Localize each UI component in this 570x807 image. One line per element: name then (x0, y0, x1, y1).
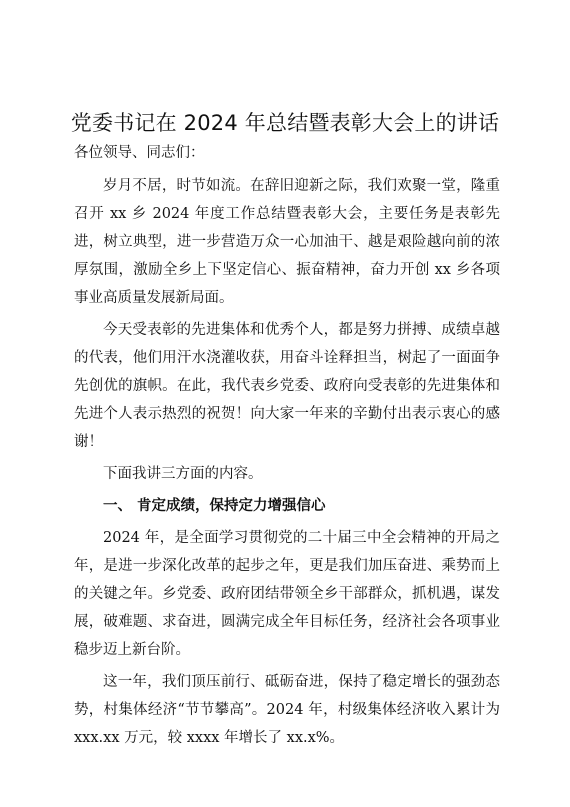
section-heading: 一、 肯定成绩，保持定力增强信心 (103, 498, 326, 514)
paragraph: 2024 年，是全面学习贯彻党的二十届三中全会精神的开局之年，是进一步深化改革的起步之年，更是我们加压奋进、乘势而上的关键之年。乡党委、政府团结带领全乡干部群众，抓机遇，谋发展，破难题、求奋进，圆满完成全年目标任务，经济社会各项事业稳步迈上新台阶。 (74, 530, 500, 658)
paragraph: 今天受表彰的先进集体和优秀个人，都是努力拼搏、成绩卓越的代表，他们用汗水浇灌收获，用奋斗诠释担当，树起了一面面争先创优的旗帜。在此，我代表乡党委、政府向受表彰的先进集体和先进个人表示热烈的祝贺！向大家一年来的辛勤付出表示衷心的感谢！ (74, 322, 500, 450)
paragraph: 这一年，我们顶压前行、砥砺奋进，保持了稳定增长的强劲态势，村集体经济“节节攀高”。2024 年，村级集体经济收入累计为 xxx.xx 万元，较 xxxx 年增长了 xx.x%。 (74, 674, 500, 746)
paragraph: 岁月不居，时节如流。在辞旧迎新之际，我们欢聚一堂，隆重召开 xx 乡 2024 年度工作总结暨表彰大会，主要任务是表彰先进，树立典型，进一步营造万众一心加油干、越是艰险越向前的浓厚氛围，激励全乡上下坚定信心、振奋精神，奋力开创 xx 乡各项事业高质量发展新局面。 (74, 178, 500, 306)
paragraph: 下面我讲三方面的内容。 (103, 466, 263, 482)
document-title: 党委书记在 2024 年总结暨表彰大会上的讲话 (70, 111, 500, 135)
document-body (74, 172, 500, 752)
salutation: 各位领导、同志们： (74, 145, 205, 161)
